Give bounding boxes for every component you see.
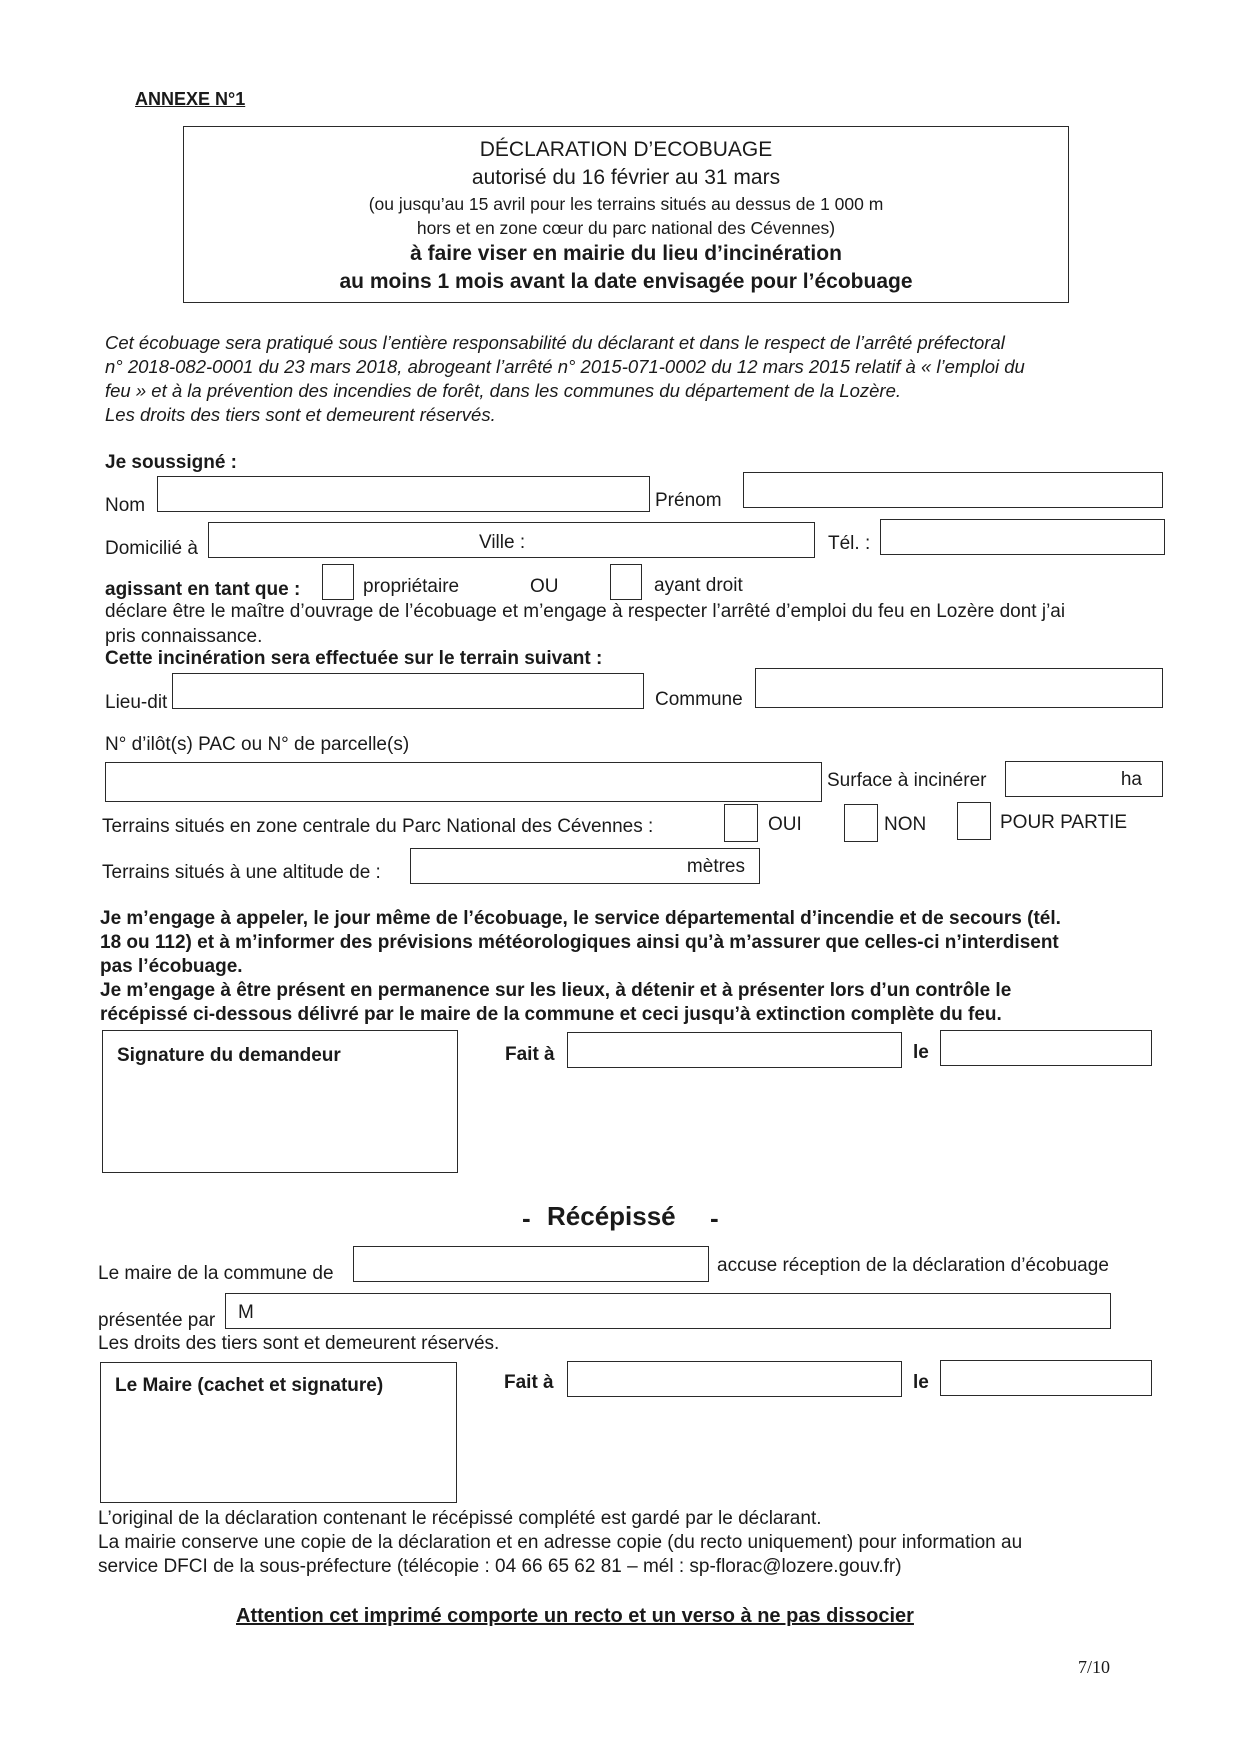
parc-pour-partie-checkbox[interactable]	[957, 802, 991, 840]
fait-a-label: Fait à	[505, 1044, 555, 1065]
altitude-unit: mètres	[686, 856, 745, 877]
declare-line-1: déclare être le maître d’ouvrage de l’écobuage et m’engage à respecter l’arrêté d’emploi du feu en Lozère dont j’ai	[105, 601, 1066, 622]
parc-label: Terrains situés en zone centrale du Parc National des Cévennes :	[102, 816, 654, 837]
ou-label: OU	[530, 576, 559, 597]
header-instruction-1: à faire viser en mairie du lieu d’incinération	[410, 242, 842, 265]
engagement-line-3: pas l’écobuage.	[100, 956, 243, 977]
maire-signature-box[interactable]	[100, 1362, 457, 1503]
recepisse-droits: Les droits des tiers sont et demeurent réservés.	[98, 1333, 500, 1354]
commune-field[interactable]	[755, 668, 1163, 708]
recepisse-date-field[interactable]	[940, 1360, 1152, 1396]
ilots-field[interactable]	[105, 762, 822, 802]
intro-line-4: Les droits des tiers sont et demeurent réservés.	[105, 404, 496, 425]
recepisse-dash-left: -	[522, 1203, 531, 1233]
parc-oui-checkbox[interactable]	[724, 804, 758, 842]
proprietaire-label: propriétaire	[363, 576, 460, 597]
agissant-label: agissant en tant que :	[105, 579, 301, 600]
surface-label: Surface à incinérer	[827, 770, 987, 791]
maire-commune-label: Le maire de la commune de	[98, 1263, 334, 1284]
declare-line-2: pris connaissance.	[105, 626, 263, 647]
presentee-label: présentée par	[98, 1310, 216, 1331]
recepisse-title: Récépissé	[547, 1201, 676, 1231]
nom-field[interactable]	[157, 476, 650, 512]
page-number: 7/10	[1078, 1657, 1111, 1677]
domicile-label: Domicilié à	[105, 538, 198, 559]
intro-line-1: Cet écobuage sera pratiqué sous l’entière responsabilité du déclarant et dans le respect de l’arrêté préfectoral	[105, 332, 1005, 353]
presentee-value: M	[238, 1302, 254, 1323]
header-box	[183, 126, 1069, 303]
soussigne-heading: Je soussigné :	[105, 452, 237, 473]
tel-field[interactable]	[880, 519, 1165, 555]
ayant-droit-checkbox[interactable]	[610, 564, 642, 600]
domicile-field[interactable]	[208, 522, 815, 558]
tel-label: Tél. :	[828, 533, 871, 554]
altitude-label: Terrains situés à une altitude de :	[102, 862, 381, 883]
maire-signature-label: Le Maire (cachet et signature)	[115, 1375, 384, 1396]
commune-label: Commune	[655, 689, 743, 710]
surface-field[interactable]	[1005, 761, 1163, 797]
signature-demandeur-box[interactable]	[102, 1030, 458, 1173]
engagement-line-1: Je m’engage à appeler, le jour même de l’écobuage, le service départemental d’incendie et de secours (tél.	[100, 908, 1061, 929]
annex-title: ANNEXE N°1	[135, 89, 246, 109]
ilots-label: N° d’ilôt(s) PAC ou N° de parcelle(s)	[105, 734, 410, 755]
attention-note: Attention cet imprimé comporte un recto et un verso à ne pas dissocier	[236, 1605, 914, 1627]
intro-line-3: feu » et à la prévention des incendies de forêt, dans les communes du département de la Lozère.	[105, 380, 901, 401]
header-note-2: hors et en zone cœur du parc national des Cévennes)	[416, 218, 836, 238]
header-period: autorisé du 16 février au 31 mars	[471, 166, 781, 189]
recepisse-le-label: le	[913, 1372, 929, 1393]
altitude-field[interactable]	[410, 848, 760, 884]
ville-label: Ville :	[479, 532, 526, 553]
recepisse-fait-a-field[interactable]	[567, 1361, 902, 1397]
parc-oui-label: OUI	[768, 814, 802, 835]
parc-non-checkbox[interactable]	[844, 804, 878, 842]
signature-demandeur-label: Signature du demandeur	[117, 1045, 341, 1066]
maire-commune-field[interactable]	[353, 1246, 709, 1282]
prenom-field[interactable]	[743, 472, 1163, 508]
parc-non-label: NON	[884, 814, 927, 835]
footer-line-2: La mairie conserve une copie de la déclaration et en adresse copie (du recto uniquement) pour information au	[98, 1532, 1023, 1553]
lieu-dit-field[interactable]	[172, 673, 644, 709]
header-title: DÉCLARATION D’ECOBUAGE	[479, 138, 773, 161]
date-field[interactable]	[940, 1030, 1152, 1066]
terrain-heading: Cette incinération sera effectuée sur le terrain suivant :	[105, 648, 603, 669]
engagement-line-4: Je m’engage à être présent en permanence sur les lieux, à détenir et à présenter lors d’un contrôle le	[100, 980, 1012, 1001]
intro-line-2: n° 2018-082-0001 du 23 mars 2018, abrogeant l’arrêté n° 2015-071-0002 du 12 mars 2015 relatif à « l’emploi du	[105, 356, 1025, 377]
lieu-dit-label: Lieu-dit	[105, 692, 168, 713]
proprietaire-checkbox[interactable]	[322, 564, 354, 600]
accuse-label: accuse réception de la déclaration d’écobuage	[717, 1255, 1109, 1276]
parc-pour-partie-label: POUR PARTIE	[1000, 812, 1128, 833]
header-instruction-2: au moins 1 mois avant la date envisagée pour l’écobuage	[339, 270, 913, 293]
presentee-field[interactable]	[225, 1293, 1111, 1329]
nom-label: Nom	[105, 495, 146, 516]
engagement-line-2: 18 ou 112) et à m’informer des prévisions météorologiques ainsi qu’à m’assurer que celles-ci n’interdisent	[100, 932, 1059, 953]
header-note-1: (ou jusqu’au 15 avril pour les terrains situés au dessus de 1 000 m	[368, 194, 884, 214]
recepisse-fait-a-label: Fait à	[504, 1372, 554, 1393]
engagement-line-5: récépissé ci-dessous délivré par le maire de la commune et ceci jusqu’à extinction complète du feu.	[100, 1004, 1002, 1025]
footer-line-1: L’original de la déclaration contenant le récépissé complété est gardé par le déclarant.	[98, 1508, 822, 1529]
ayant-droit-label: ayant droit	[654, 575, 743, 596]
fait-a-field[interactable]	[567, 1032, 902, 1068]
surface-unit: ha	[1120, 769, 1142, 790]
le-label: le	[913, 1042, 929, 1063]
recepisse-dash-right: -	[710, 1203, 719, 1233]
footer-line-3: service DFCI de la sous-préfecture (télécopie : 04 66 65 62 81 – mél : sp-florac@lozere.gouv.fr)	[98, 1556, 902, 1577]
prenom-label: Prénom	[655, 490, 722, 511]
